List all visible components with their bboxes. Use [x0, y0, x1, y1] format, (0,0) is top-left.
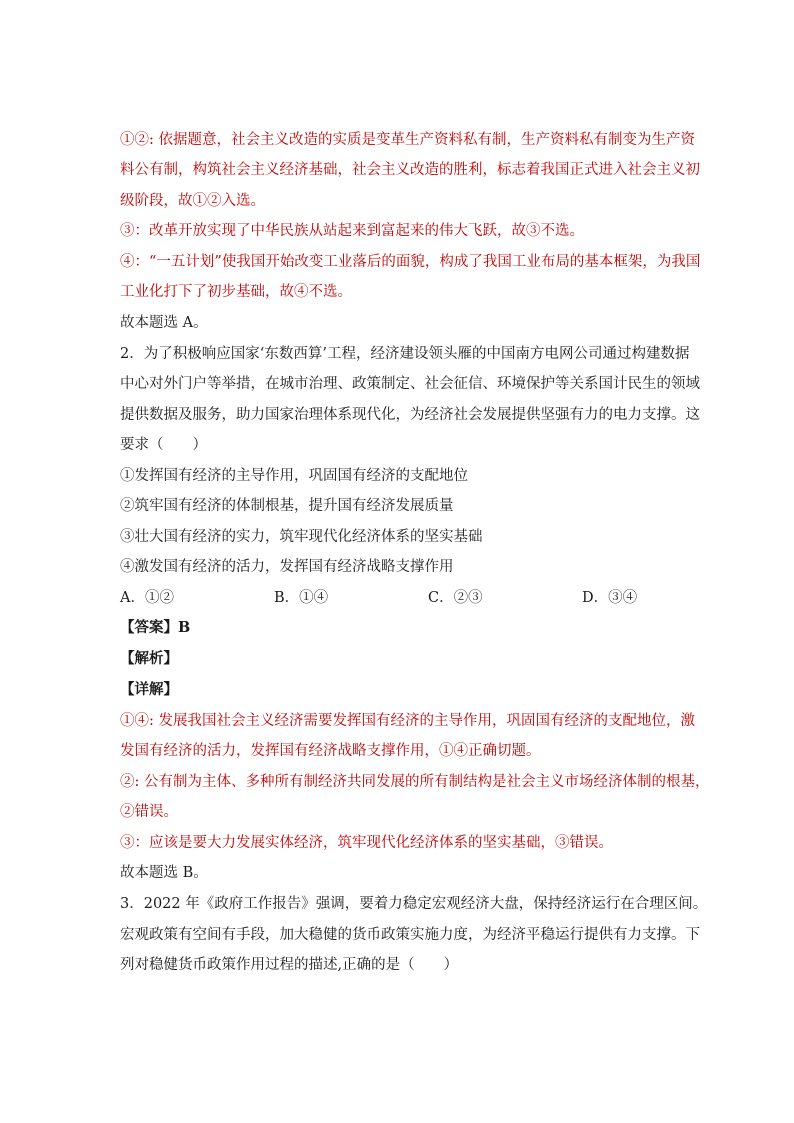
option-d: D．③④ — [582, 590, 638, 606]
answer-label: 【答案】B — [120, 619, 191, 636]
statement-1: ①发挥国有经济的主导作用，巩固国有经济的支配地位 — [120, 468, 468, 484]
option-c: C．②③ — [428, 590, 483, 606]
explanation-line: ③：应该是要大力发展实体经济，筑牢现代化经济体系的坚实基础，③错误。 — [120, 835, 613, 851]
question-3-stem-line: 3．2022 年《政府工作报告》强调，要着力稳定宏观经济大盘，保持经济运行在合理区间。 — [120, 896, 708, 912]
option-b: B．①④ — [274, 590, 329, 606]
statement-3: ③壮大国有经济的实力，筑牢现代化经济体系的坚实基础 — [120, 529, 483, 545]
explanation-line: ①④: 发展我国社会主义经济需要发挥国有经济的主导作用，巩固国有经济的支配地位，激 — [120, 713, 695, 729]
statement-4: ④激发国有经济的活力，发挥国有经济战略支撑作用 — [120, 559, 454, 575]
question-3-stem-line: 宏观政策有空间有手段，加大稳健的货币政策实施力度，为经济平稳运行提供有力支撑。下 — [120, 927, 700, 943]
explanation-line: ②: 公有制为主体、多种所有制经济共同发展的所有制结构是社会主义市场经济体制的根基， — [120, 774, 710, 790]
explanation-line: ④：“一五计划”使我国开始改变工业落后的面貌，构成了我国工业布局的基本框架，为我国 — [120, 254, 701, 270]
question-2-stem-line: 提供数据及服务，助力国家治理体系现代化，为经济社会发展提供坚强有力的电力支撑。这 — [120, 407, 700, 423]
conclusion-line: 故本题选 B。 — [120, 865, 208, 881]
question-2-stem-line: 要求（ ） — [120, 437, 207, 453]
statement-2: ②筑牢国有经济的体制根基，提升国有经济发展质量 — [120, 498, 454, 514]
explanation-line: 级阶段，故①②入选。 — [120, 193, 265, 209]
explanation-line: 料公有制，构筑社会主义经济基础，社会主义改造的胜利，标志着我国正式进入社会主义初 — [120, 162, 700, 178]
analysis-label: 【解析】 — [120, 650, 178, 667]
explanation-line: ①②: 依据题意，社会主义改造的实质是变革生产资料私有制，生产资料私有制变为生产资 — [120, 132, 695, 148]
question-2-stem-line: 2．为了积极响应国家‘东数西算’工程，经济建设领头雁的中国南方电网公司通过构建数据 — [120, 346, 690, 362]
question-2-stem-line: 中心对外门户等举措，在城市治理、政策制定、社会征信、环境保护等关系国计民生的领域 — [120, 376, 700, 392]
question-3-stem-line: 列对稳健货币政策作用过程的描述,正确的是（ ） — [120, 957, 459, 973]
explanation-line: 发国有经济的活力，发挥国有经济战略支撑作用，①④正确切题。 — [120, 743, 541, 759]
detail-label: 【详解】 — [120, 681, 178, 698]
explanation-line: 工业化打下了初步基础，故④不选。 — [120, 284, 352, 300]
explanation-line: ②错误。 — [120, 804, 178, 820]
explanation-line: ③：改革开放实现了中华民族从站起来到富起来的伟大飞跃，故③不选。 — [120, 223, 584, 239]
conclusion-line: 故本题选 A。 — [120, 315, 208, 331]
option-a: A．①② — [120, 590, 174, 606]
